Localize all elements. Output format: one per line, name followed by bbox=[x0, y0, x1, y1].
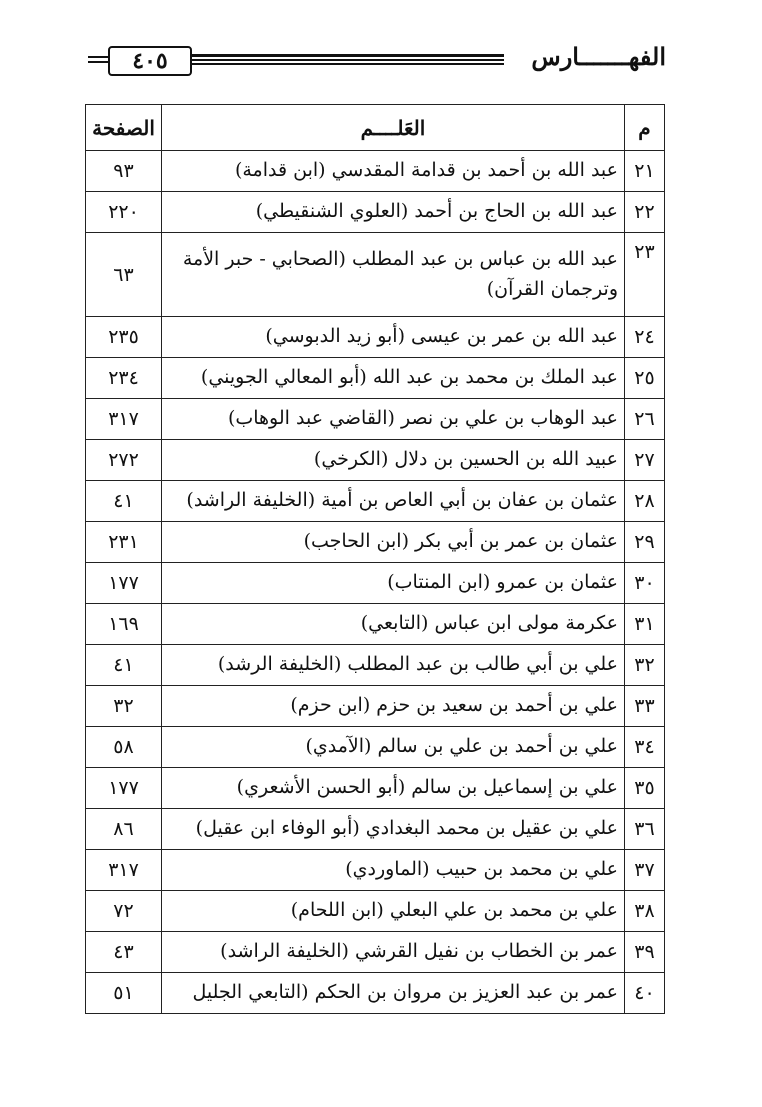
table-row bbox=[86, 932, 665, 973]
row-number: ٣٧ bbox=[625, 850, 665, 891]
row-name: علي بن عقيل بن محمد البغدادي (أبو الوفاء ابن عقيل) bbox=[162, 809, 625, 850]
row-page: ٥١ bbox=[86, 973, 162, 1014]
row-page: ٤١ bbox=[86, 645, 162, 686]
table-row bbox=[86, 481, 665, 522]
row-page: ٢٧٢ bbox=[86, 440, 162, 481]
row-number: ٣٦ bbox=[625, 809, 665, 850]
row-page: ٧٢ bbox=[86, 891, 162, 932]
row-number: ٣٠ bbox=[625, 563, 665, 604]
row-page: ٣٢ bbox=[86, 686, 162, 727]
row-name: عبد الملك بن محمد بن عبد الله (أبو المعالي الجويني) bbox=[162, 358, 625, 399]
row-number: ٢٣ bbox=[625, 233, 665, 317]
column-header-name: العَلــــم bbox=[162, 105, 625, 151]
table-row bbox=[86, 233, 665, 317]
row-page: ٤١ bbox=[86, 481, 162, 522]
row-name: علي بن أبي طالب بن عبد المطلب (الخليفة الرشد) bbox=[162, 645, 625, 686]
table-row bbox=[86, 522, 665, 563]
row-number: ٢٢ bbox=[625, 192, 665, 233]
row-number: ٢١ bbox=[625, 151, 665, 192]
table-row bbox=[86, 686, 665, 727]
row-name: عبد الله بن عمر بن عيسى (أبو زيد الدبوسي) bbox=[162, 317, 625, 358]
row-page: ٨٦ bbox=[86, 809, 162, 850]
row-name: علي بن أحمد بن سعيد بن حزم (ابن حزم) bbox=[162, 686, 625, 727]
row-name: علي بن محمد بن علي البعلي (ابن اللحام) bbox=[162, 891, 625, 932]
row-number: ٢٥ bbox=[625, 358, 665, 399]
table-row bbox=[86, 768, 665, 809]
row-name: علي بن محمد بن حبيب (الماوردي) bbox=[162, 850, 625, 891]
row-page: ٢٣٤ bbox=[86, 358, 162, 399]
section-title: الفهـــــــارس bbox=[531, 42, 666, 71]
row-page: ٢٢٠ bbox=[86, 192, 162, 233]
table-row bbox=[86, 358, 665, 399]
row-page: ٩٣ bbox=[86, 151, 162, 192]
table-row bbox=[86, 645, 665, 686]
row-number: ٣٤ bbox=[625, 727, 665, 768]
table-row bbox=[86, 727, 665, 768]
table-row bbox=[86, 891, 665, 932]
row-name: عثمان بن عمرو (ابن المنتاب) bbox=[162, 563, 625, 604]
table-header-row bbox=[86, 105, 665, 151]
table-row bbox=[86, 399, 665, 440]
row-number: ٢٨ bbox=[625, 481, 665, 522]
row-page: ٢٣١ bbox=[86, 522, 162, 563]
table-row bbox=[86, 317, 665, 358]
row-page: ٣١٧ bbox=[86, 399, 162, 440]
row-name: علي بن إسماعيل بن سالم (أبو الحسن الأشعري) bbox=[162, 768, 625, 809]
row-number: ٤٠ bbox=[625, 973, 665, 1014]
page-number: ٤٠٥ bbox=[108, 46, 192, 76]
row-number: ٢٦ bbox=[625, 399, 665, 440]
row-number: ٢٩ bbox=[625, 522, 665, 563]
row-page: ٦٣ bbox=[86, 233, 162, 317]
table-row bbox=[86, 809, 665, 850]
row-page: ٣١٧ bbox=[86, 850, 162, 891]
row-name: عبد الله بن أحمد بن قدامة المقدسي (ابن قدامة) bbox=[162, 151, 625, 192]
table-row bbox=[86, 850, 665, 891]
row-name: عبد الله بن عباس بن عبد المطلب (الصحابي - حبر الأمة وترجمان القرآن) bbox=[162, 233, 625, 317]
table-row bbox=[86, 440, 665, 481]
table-row bbox=[86, 151, 665, 192]
row-number: ٢٤ bbox=[625, 317, 665, 358]
table-row bbox=[86, 973, 665, 1014]
row-name: عبد الوهاب بن علي بن نصر (القاضي عبد الوهاب) bbox=[162, 399, 625, 440]
row-name: عثمان بن عفان بن أبي العاص بن أمية (الخليفة الراشد) bbox=[162, 481, 625, 522]
row-number: ٣٩ bbox=[625, 932, 665, 973]
column-header-page: الصفحة bbox=[86, 105, 162, 151]
row-page: ٢٣٥ bbox=[86, 317, 162, 358]
row-number: ٣٥ bbox=[625, 768, 665, 809]
row-page: ١٧٧ bbox=[86, 563, 162, 604]
row-name: عمر بن الخطاب بن نفيل القرشي (الخليفة الراشد) bbox=[162, 932, 625, 973]
row-page: ١٧٧ bbox=[86, 768, 162, 809]
table-row bbox=[86, 563, 665, 604]
row-name: عبد الله بن الحاج بن أحمد (العلوي الشنقيطي) bbox=[162, 192, 625, 233]
row-page: ٥٨ bbox=[86, 727, 162, 768]
header-rule bbox=[192, 54, 504, 66]
row-number: ٣٣ bbox=[625, 686, 665, 727]
page-header bbox=[88, 40, 670, 84]
row-page: ١٦٩ bbox=[86, 604, 162, 645]
header-rule-left bbox=[88, 56, 108, 66]
row-name: عبيد الله بن الحسين بن دلال (الكرخي) bbox=[162, 440, 625, 481]
row-number: ٣٨ bbox=[625, 891, 665, 932]
column-header-number: م bbox=[625, 105, 665, 151]
row-number: ٢٧ bbox=[625, 440, 665, 481]
row-name: عمر بن عبد العزيز بن مروان بن الحكم (التابعي الجليل bbox=[162, 973, 625, 1014]
table-row bbox=[86, 192, 665, 233]
row-name: عثمان بن عمر بن أبي بكر (ابن الحاجب) bbox=[162, 522, 625, 563]
row-page: ٤٣ bbox=[86, 932, 162, 973]
table-row bbox=[86, 604, 665, 645]
names-index-table bbox=[85, 104, 665, 1014]
row-name: عكرمة مولى ابن عباس (التابعي) bbox=[162, 604, 625, 645]
row-number: ٣٢ bbox=[625, 645, 665, 686]
row-number: ٣١ bbox=[625, 604, 665, 645]
row-name: علي بن أحمد بن علي بن سالم (الآمدي) bbox=[162, 727, 625, 768]
